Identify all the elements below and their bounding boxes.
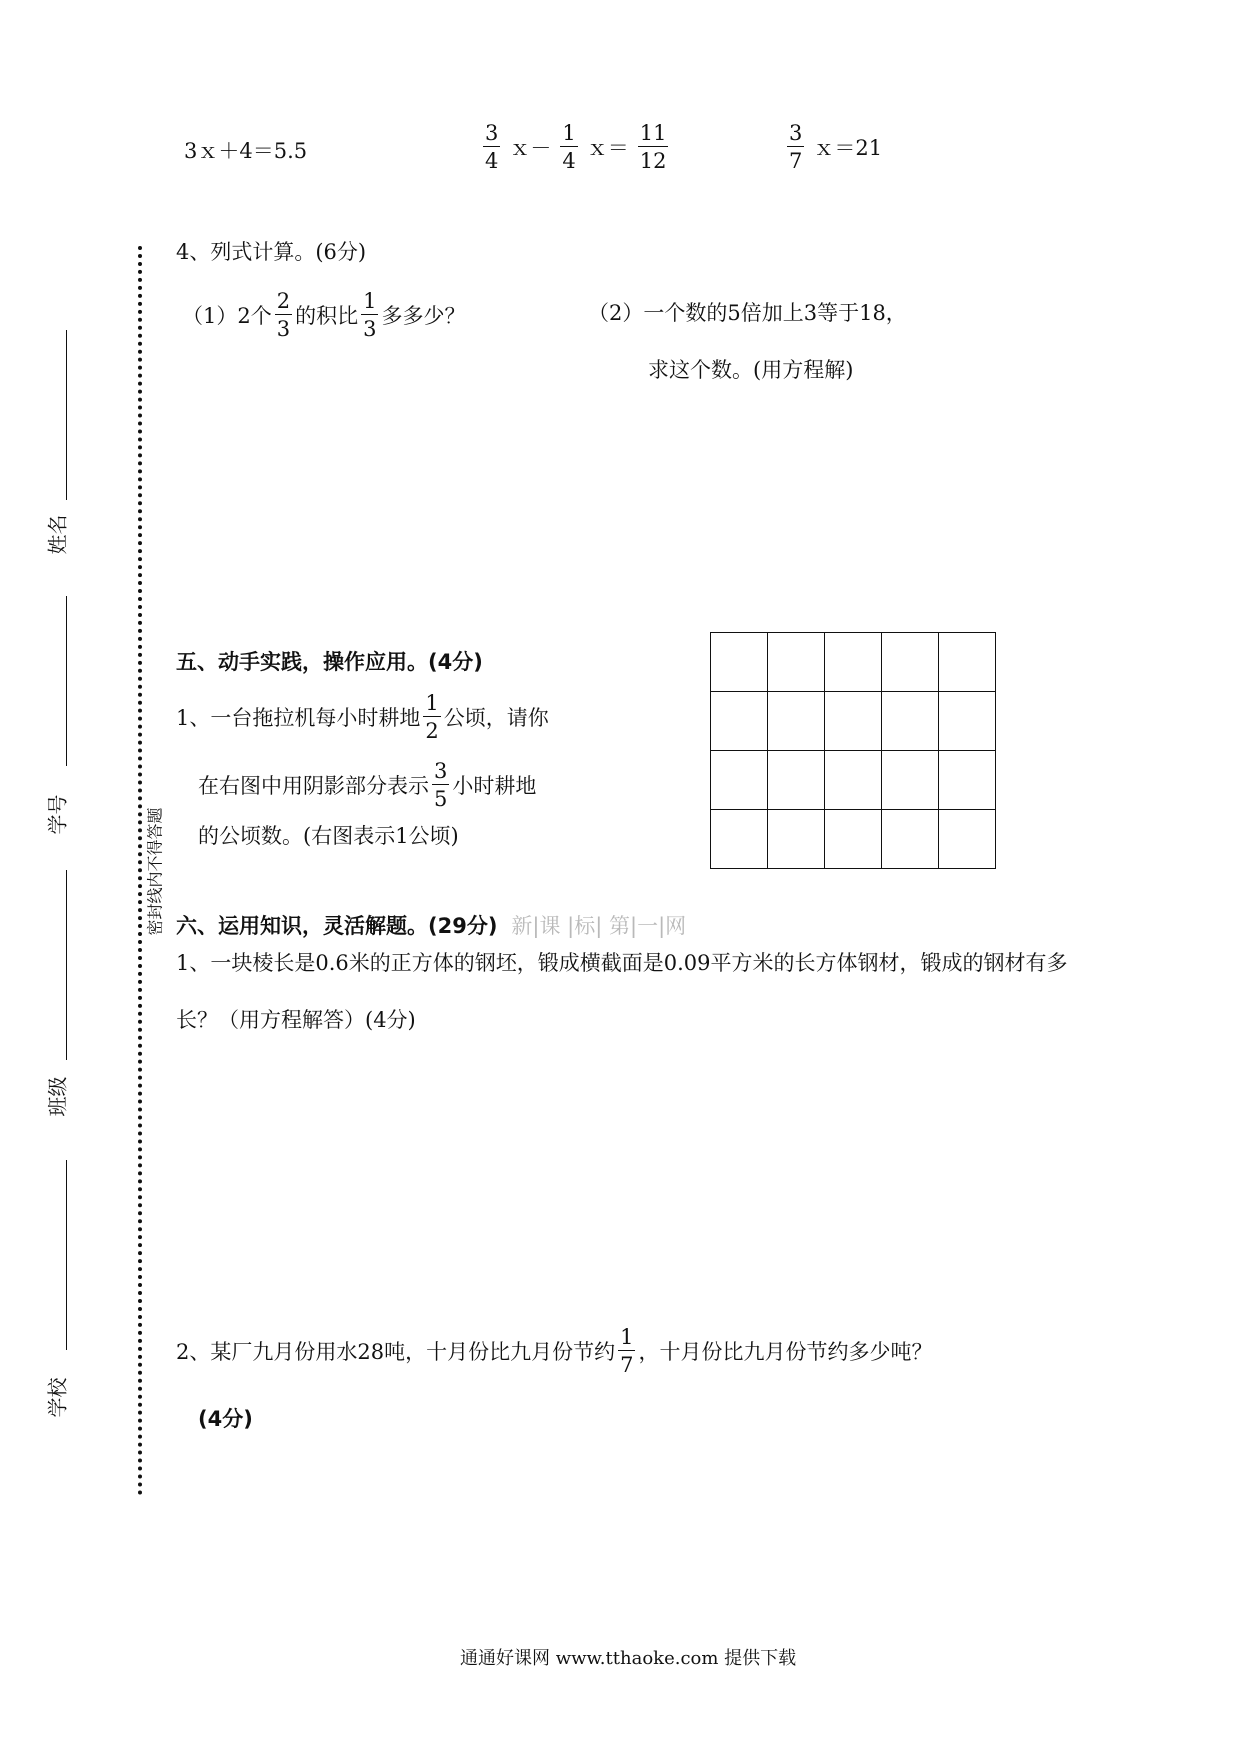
section6-q1-line1: 1、一块棱长是0.6米的正方体的钢坯，锻成横截面是0.09平方米的长方体钢材，锻成的钢材有多 xyxy=(176,951,1068,975)
fraction: $\frac{11}{12}$ xyxy=(639,121,667,174)
fraction: $\frac{1}{4}$ xyxy=(562,121,576,174)
section5-heading: 五、动手实践，操作应用。(4分) xyxy=(176,650,483,674)
q4-heading: 4、列式计算。(6分) xyxy=(176,240,367,264)
unit-grid xyxy=(710,632,996,869)
section5-q1-line1: 1、一台拖拉机每小时耕地 $\frac{1}{2}$ 公顷，请你 xyxy=(176,691,549,744)
q4-part1: （1）2个 $\frac{2}{3}$ 的积比 $\frac{1}{3}$ 多多少？ xyxy=(182,289,466,342)
student-id-label: 学号 xyxy=(45,794,70,835)
section6-q1-line2: 长？（用方程解答）(4分) xyxy=(176,1008,416,1032)
section5-q1-line3: 的公顷数。(右图表示1公顷) xyxy=(198,824,459,848)
equation-3: $\frac{3}{7}$ ｘ＝21 xyxy=(789,121,883,174)
student-id-underline[interactable] xyxy=(66,596,67,766)
fraction: $\frac{3}{4}$ xyxy=(485,121,499,174)
fraction: $\frac{3}{5}$ xyxy=(434,759,448,812)
section5-q1-line2: 在右图中用阴影部分表示 $\frac{3}{5}$ 小时耕地 xyxy=(198,759,537,812)
footer-text: 通通好课网 www.tthaoke.com 提供下载 xyxy=(460,1648,797,1669)
school-underline[interactable] xyxy=(66,1160,67,1350)
class-underline[interactable] xyxy=(66,870,67,1060)
section6-title: 六、运用知识，灵活解题。(29分) xyxy=(176,914,498,938)
name-label: 姓名 xyxy=(45,514,70,555)
section6-heading xyxy=(176,910,686,940)
fraction: $\frac{2}{3}$ xyxy=(276,289,291,342)
fraction: $\frac{1}{2}$ xyxy=(425,691,439,744)
seal-warning: 密封线内不得答题 xyxy=(145,807,165,936)
fraction: $\frac{1}{3}$ xyxy=(363,289,377,342)
equation-1: 3ｘ＋4＝5.5 xyxy=(184,139,308,163)
name-underline[interactable] xyxy=(66,330,67,500)
q4-part2-line1: （2）一个数的5倍加上3等于18， xyxy=(588,301,907,325)
school-label: 学校 xyxy=(45,1377,70,1418)
section6-q2: 2、某厂九月份用水28吨，十月份比九月份节约 $\frac{1}{7}$ ，十月份比九月份节约多少吨？ xyxy=(176,1325,933,1378)
fraction: $\frac{3}{7}$ xyxy=(789,121,803,174)
watermark-text: 新|课 |标| 第|一|网 xyxy=(511,914,687,938)
class-label: 班级 xyxy=(45,1076,70,1117)
equation-2: $\frac{3}{4}$ ｘ－ $\frac{1}{4}$ ｘ＝ $\frac{11}{12}$ xyxy=(485,121,667,174)
fraction: $\frac{1}{7}$ xyxy=(620,1325,634,1378)
seal-dotted-line xyxy=(138,246,142,1496)
q4-part2-line2: 求这个数。(用方程解) xyxy=(648,358,854,382)
section6-q2-points: (4分) xyxy=(198,1407,253,1431)
